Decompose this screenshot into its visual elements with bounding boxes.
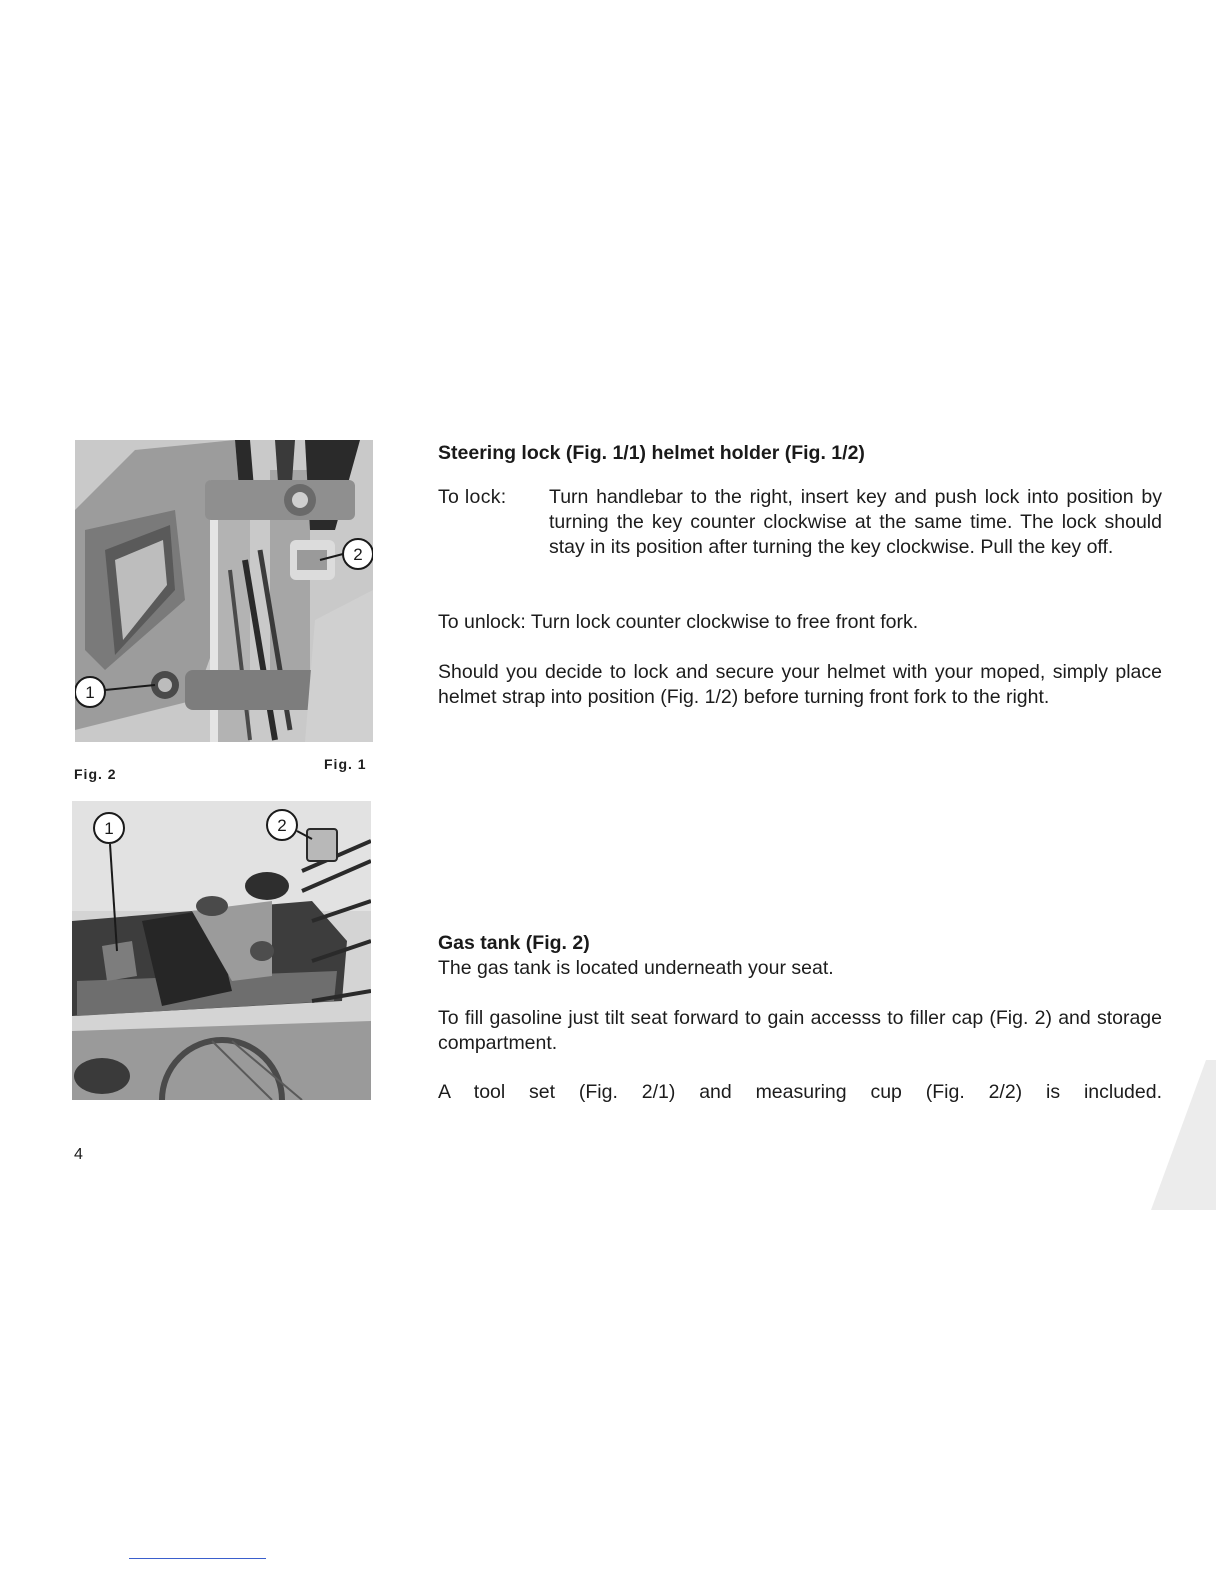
- fig1-caption: Fig. 1: [324, 756, 367, 772]
- gas-tank-heading: Gas tank (Fig. 2): [438, 932, 590, 954]
- callout-1-label: 1: [85, 683, 95, 702]
- footer-rule: [129, 1558, 266, 1559]
- lock-text: Turn handlebar to the right, insert key and push lock into position by turning the key counter clockwise at the same time. The lock should stay in its position after turning the key clockwise. Pull the key off.: [549, 486, 1162, 558]
- fig1-photo: [75, 440, 373, 742]
- tool-set-text: A tool set (Fig. 2/1) and measuring cup (Fig. 2/2) is included.: [438, 1081, 1162, 1103]
- callout-2-label: 2: [277, 816, 287, 835]
- steering-heading: Steering lock (Fig. 1/1) helmet holder (Fig. 1/2): [438, 442, 865, 464]
- callout-2-label: 2: [353, 545, 363, 564]
- page-number: 4: [74, 1146, 83, 1163]
- scan-edge-shadow: [1146, 1060, 1216, 1210]
- callout-1-label: 1: [104, 819, 114, 838]
- fig2-photo: [72, 801, 371, 1100]
- lock-instructions: [438, 485, 1162, 560]
- helmet-text: Should you decide to lock and secure your helmet with your moped, simply place helmet strap into position (Fig. 1/2) before turning front fork to the right.: [438, 661, 1162, 708]
- unlock-text: To unlock: Turn lock counter clockwise to free front fork.: [438, 611, 919, 633]
- lock-label: To lock:: [438, 486, 507, 508]
- gas-fill-text: To fill gasoline just tilt seat forward to gain accesss to filler cap (Fig. 2) and storage compartment.: [438, 1007, 1162, 1054]
- fig2-caption: Fig. 2: [74, 766, 117, 782]
- gas-tank-location: The gas tank is located underneath your seat.: [438, 957, 834, 979]
